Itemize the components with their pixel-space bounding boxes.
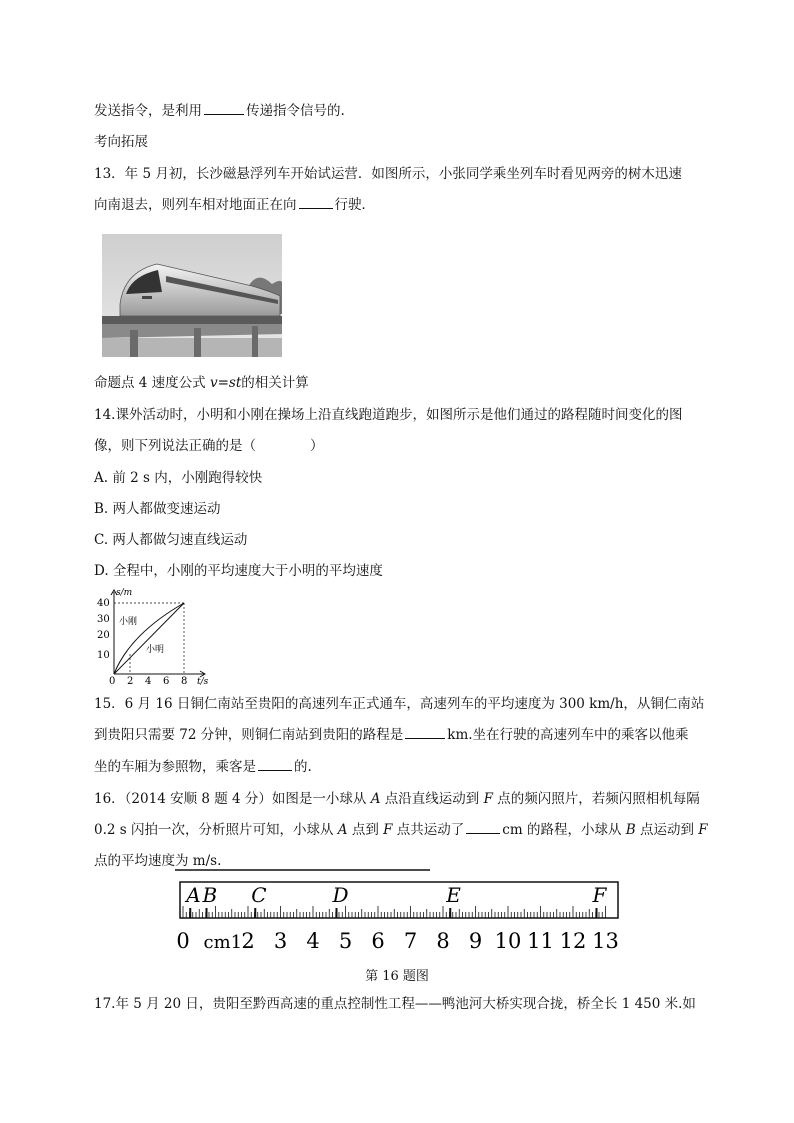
ruler-number: 12	[559, 929, 587, 953]
q12-blank	[204, 102, 244, 115]
q14-option-d: D. 全程中，小刚的平均速度大于小明的平均速度	[94, 563, 383, 579]
q16-line2	[94, 821, 708, 839]
q14-option-c: C. 两人都做匀速直线运动	[94, 532, 248, 548]
q15-line3	[94, 758, 312, 776]
q16-blank	[466, 821, 500, 834]
point-f-ref-2: F	[383, 822, 393, 838]
point-f-ref: F	[483, 791, 493, 807]
point-a-ref-2: A	[337, 822, 348, 838]
q16-text-a: 16．（2014 安顺 8 题 4 分）如图是一小球从	[94, 791, 371, 807]
point-b-ref: B	[625, 822, 636, 838]
ruler-number: cm1	[203, 932, 243, 953]
q15-text3-before: 坐的车厢为参照物，乘客是	[94, 759, 256, 775]
point-a-ref: A	[370, 791, 381, 807]
q13-blank	[299, 196, 333, 209]
point-label-f: F	[592, 883, 607, 907]
q16-text2-e: 点运动到	[635, 822, 699, 838]
maglev-train-photo	[102, 234, 282, 357]
q16-text2-a: 0.2 s 闪拍一次，分析照片可知，小球从	[94, 822, 338, 838]
topic4-heading	[94, 374, 309, 392]
q14-line2: 像，则下列说法正确的是（ ）	[94, 438, 324, 454]
y-axis-label: s/m	[116, 588, 133, 598]
q15-text-before: 到贵阳只需要 72 分钟，则铜仁南站到贵阳的路程是	[94, 727, 404, 743]
ball-mark-f	[596, 908, 598, 918]
ruler-number: 10	[494, 929, 522, 953]
q13-text-after: 行驶．	[334, 197, 375, 213]
q15-text3-after: 的.	[294, 759, 312, 775]
point-label-c: C	[251, 883, 267, 907]
x-tick-8: 8	[181, 676, 188, 686]
q13-line1: 13．年 5 月初，长沙磁悬浮列车开始试运营．如图所示，小张同学乘坐列车时看见两旁的树木迅速	[94, 166, 682, 182]
q16-text-c: 点的频闪照片，若频闪照相机每隔	[492, 791, 700, 807]
ruler-number: 11	[527, 929, 554, 953]
series-line-xiaoming	[114, 603, 184, 674]
q16-text2-b: 点到	[347, 822, 384, 838]
point-label-b: B	[202, 883, 218, 907]
x-tick-4: 4	[145, 676, 152, 686]
series-label-xiaogang: 小刚	[119, 617, 138, 627]
point-label-e: E	[446, 883, 461, 907]
y-tick-10: 10	[97, 650, 110, 661]
q12-text-before: 发送指令，是利用	[94, 103, 202, 119]
ruler-number: 8	[436, 929, 450, 953]
distance-time-graph	[94, 586, 214, 686]
ruler-figure	[165, 868, 625, 953]
speed-formula: v=st	[209, 375, 242, 391]
ball-mark-b	[206, 908, 208, 918]
figure-caption: 第 16 题图	[365, 969, 429, 984]
section-heading: 考向拓展	[94, 134, 148, 150]
ruler-number: 13	[592, 929, 619, 953]
q14-line1: 14.课外活动时，小明和小刚在操场上沿直线跑道跑步，如图所示是他们通过的路程随时间变化的图	[94, 407, 683, 423]
q15-blank-2	[258, 758, 292, 771]
ruler-number: 9	[468, 929, 483, 953]
q16-text2-d: cm 的路程，小球从	[502, 822, 626, 838]
x-tick-6: 6	[163, 676, 170, 686]
q16-line3: 点的平均速度为 m/s.	[94, 853, 222, 869]
q15-line1: 15．6 月 16 日铜仁南站至贵阳的高速列车正式通车，高速列车的平均速度为 300 km/h，从铜仁南站	[94, 696, 705, 712]
topic4-suffix: 的相关计算	[241, 375, 309, 391]
ball-mark-a	[189, 908, 191, 918]
point-f-ref-3: F	[698, 822, 708, 838]
ball-mark-c	[254, 908, 256, 918]
x-tick-2: 2	[127, 676, 134, 686]
ruler-number: 4	[306, 929, 320, 953]
ruler-number: 0	[176, 929, 190, 953]
ruler-number: 2	[241, 929, 255, 953]
y-tick-30: 30	[97, 614, 110, 625]
point-label-d: D	[332, 883, 349, 907]
ruler-number: 5	[338, 929, 353, 953]
topic4-prefix: 命题点 4 速度公式	[94, 375, 210, 391]
q17-line1: 17.年 5 月 20 日，贵阳至黔西高速的重点控制性工程——鸭池河大桥实现合拢，桥全长 1 450 米.如	[94, 996, 696, 1012]
ball-mark-d	[336, 908, 338, 918]
x-axis-label: t/s	[197, 677, 209, 686]
y-tick-40: 40	[97, 598, 110, 609]
ruler-numbers	[176, 929, 619, 953]
q14-option-a: A. 前 2 s 内，小刚跑得较快	[94, 470, 263, 486]
q13-line2	[94, 196, 375, 214]
q15-line2	[94, 726, 689, 744]
ruler-number: 7	[403, 929, 418, 953]
q14-option-b: B. 两人都做变速运动	[94, 501, 221, 517]
x-tick-0: 0	[109, 676, 116, 686]
q15-blank-1	[405, 726, 445, 739]
q16-line1	[94, 790, 700, 808]
ball-mark-e	[449, 908, 451, 918]
q16-text-b: 点沿直线运动到	[380, 791, 484, 807]
q15-text-after: km.坐在行驶的高速列车中的乘客以他乘	[447, 727, 689, 743]
q12-tail-line	[94, 102, 345, 120]
point-label-a: A	[186, 883, 201, 907]
ruler-number: 6	[371, 929, 385, 953]
ruler-frame	[180, 882, 618, 918]
q12-text-after: 传递指令信号的.	[246, 103, 345, 119]
q16-text2-c: 点共运动了	[392, 822, 465, 838]
ruler-number: 3	[273, 929, 288, 953]
q13-text-before: 向南退去，则列车相对地面正在向	[94, 197, 297, 213]
y-tick-20: 20	[97, 630, 110, 641]
series-label-xiaoming: 小明	[146, 645, 165, 655]
